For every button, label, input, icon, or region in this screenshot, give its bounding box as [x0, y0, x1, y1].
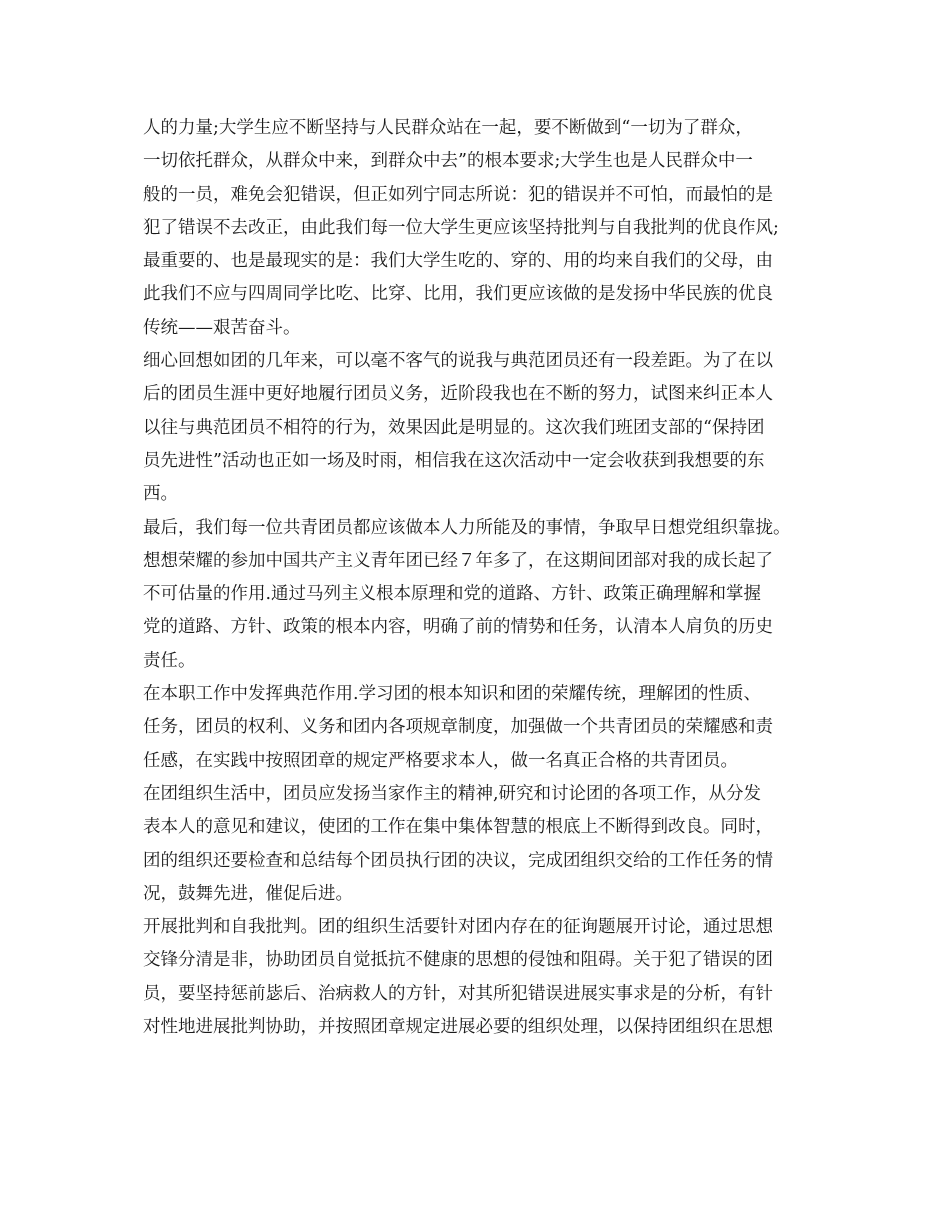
text-line: 不可估量的作用.通过马列主义根本原理和党的道路、方针、政策正确理解和掌握: [143, 584, 762, 605]
text-line: 开展批判和自我批判。团的组织生活要针对团内存在的征询题展开讨论，通过思想: [143, 917, 773, 938]
text-line: 西。: [143, 484, 178, 505]
text-line: 任感，在实践中按照团章的规定严格要求本人，做一名真正合格的共青团员。: [143, 750, 738, 771]
text-line: 对性地进展批判协助，并按照团章规定进展必要的组织处理，以保持团组织在思想: [143, 1017, 773, 1038]
text-line: 后的团员生涯中更好地履行团员义务，近阶段我也在不断的努力，试图来纠正本人: [143, 384, 773, 405]
document-body: [143, 112, 833, 1044]
text-line: 况，鼓舞先进，催促后进。: [143, 883, 353, 904]
text-line: 表本人的意见和建议，使团的工作在集中集体智慧的根底上不断得到改良。同时，: [143, 817, 773, 838]
text-line: 细心回想如团的几年来，可以毫不客气的说我与典范团员还有一段差距。为了在以: [143, 351, 773, 372]
text-line: 一切依托群众，从群众中来，到群众中去”的根本要求;大学生也是人民群众中一: [143, 151, 753, 172]
text-line: 想想荣耀的参加中国共产主义青年团已经７年多了，在这期间团部对我的成长起了: [143, 550, 773, 571]
text-line: 交锋分清是非，协助团员自觉抵抗不健康的思想的侵蚀和阻碍。关于犯了错误的团: [143, 950, 773, 971]
text-line: 员先进性”活动也正如一场及时雨，相信我在这次活动中一定会收获到我想要的东: [143, 450, 765, 471]
text-line: 最重要的、也是最现实的是：我们大学生吃的、穿的、用的均来自我们的父母，由: [143, 251, 773, 272]
text-line: 此我们不应与四周同学比吃、比穿、比用，我们更应该做的是发扬中华民族的优良: [143, 284, 773, 305]
text-line: 在本职工作中发挥典范作用.学习团的根本知识和团的荣耀传统，理解团的性质、: [143, 684, 762, 705]
text-line: 任务，团员的权利、义务和团内各项规章制度，加强做一个共青团员的荣耀感和责: [143, 717, 773, 738]
text-line: 在团组织生活中，团员应发扬当家作主的精神,研究和讨论团的各项工作，从分发: [143, 783, 762, 804]
text-line: 犯了错误不去改正，由此我们每一位大学生更应该坚持批判与自我批判的优良作风;: [143, 217, 779, 238]
text-line: 党的道路、方针、政策的根本内容，明确了前的情势和任务，认清本人肩负的历史: [143, 617, 773, 638]
text-line: 人的力量;大学生应不断坚持与人民群众站在一起，要不断做到“一切为了群众，: [143, 118, 753, 138]
text-line: 般的一员，难免会犯错误，但正如列宁同志所说：犯的错误并不可怕，而最怕的是: [143, 184, 773, 205]
text-line: 最后，我们每一位共青团员都应该做本人力所能及的事情，争取早日想党组织靠拢。: [143, 517, 791, 538]
text-line: 以往与典范团员不相符的行为，效果因此是明显的。这次我们班团支部的“保持团: [143, 417, 765, 438]
text-line: 责任。: [143, 650, 196, 671]
text-line: 传统——艰苦奋斗。: [143, 317, 301, 338]
text-line: 员，要坚持惩前毖后、治病救人的方针，对其所犯错误进展实事求是的分析，有针: [143, 983, 773, 1004]
text-line: 团的组织还要检查和总结每个团员执行团的决议，完成团组织交给的工作任务的情: [143, 850, 773, 871]
